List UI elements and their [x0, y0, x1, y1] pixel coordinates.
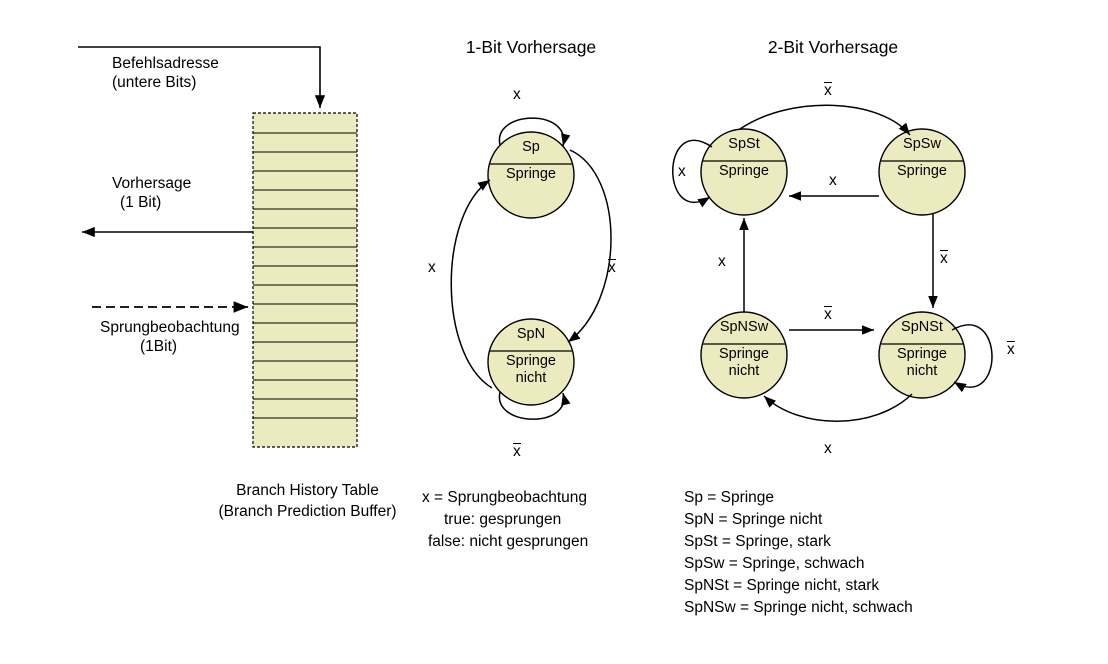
state-spsw-sublabel: Springe [897, 163, 947, 179]
state-spnst-label: SpNSt [901, 319, 943, 335]
state-spsw-label: SpSw [903, 136, 941, 152]
state-spst-label: SpSt [728, 136, 760, 152]
bht-observation-label: Sprungbeobachtung [100, 319, 240, 336]
twobit-legend-line-2: SpSt = Springe, stark [684, 533, 831, 550]
state-spnsw-sublabel: Springe [719, 346, 769, 362]
state-sp-sublabel: Springe [506, 166, 556, 182]
twobit-legend-line-1: SpN = Springe nicht [684, 511, 823, 528]
twobit-label-spsw-to-spst: x [829, 172, 837, 189]
twobit-legend-line-5: SpNSw = Springe nicht, schwach [684, 599, 913, 616]
state-spn-sublabel2: nicht [515, 370, 547, 386]
state-spst-sublabel: Springe [719, 163, 769, 179]
onebit-label-spn-to-sp: x [428, 259, 436, 276]
bht-prediction-sublabel: (1 Bit) [120, 194, 162, 211]
bht-prediction-label: Vorhersage [112, 175, 192, 192]
onebit-label-sp-self: x [513, 86, 521, 103]
state-spnsw-label: SpNSw [719, 319, 769, 335]
state-spnsw-sublabel2: nicht [728, 363, 760, 379]
twobit-label-spnst-self: x [1007, 341, 1015, 358]
twobit-label-spnsw-to-spst: x [718, 253, 726, 270]
onebit-label-spn-self: x [513, 443, 521, 460]
bht-observation-sublabel: (1Bit) [140, 338, 178, 355]
onebit-title: 1-Bit Vorhersage [465, 37, 597, 57]
twobit-title: 2-Bit Vorhersage [767, 37, 899, 57]
bht-address-label: Befehlsadresse [112, 55, 219, 72]
branch-history-table [78, 47, 357, 447]
bht-title-line2: (Branch Prediction Buffer) [218, 503, 397, 520]
twobit-legend-line-0: Sp = Springe [684, 489, 775, 506]
onebit-legend-line-2: false: nicht gesprungen [428, 533, 589, 550]
twobit-label-spst-self: x [678, 163, 686, 180]
bht-address-sublabel: (untere Bits) [112, 74, 197, 91]
state-spn-sublabel: Springe [506, 353, 556, 369]
state-sp-label: Sp [522, 139, 540, 155]
twobit-label-spnsw-to-spnst: x [824, 306, 832, 323]
twobit-legend-line-3: SpSw = Springe, schwach [684, 555, 865, 572]
state-spnst-sublabel2: nicht [906, 363, 938, 379]
onebit-legend-line-1: true: gesprungen [444, 511, 562, 528]
onebit-legend-line-0: x = Sprungbeobachtung [422, 489, 588, 506]
twobit-label-spst-to-spsw: x [824, 82, 832, 99]
twobit-label-spnst-to-spnsw: x [824, 440, 832, 457]
onebit-label-sp-to-spn: x [608, 259, 616, 276]
twobit-legend-line-4: SpNSt = Springe nicht, stark [684, 577, 880, 594]
bht-title-line1: Branch History Table [236, 482, 379, 499]
onebit-fsm [451, 118, 611, 419]
twobit-label-spsw-to-spnst: x [940, 250, 948, 267]
state-spn-label: SpN [516, 326, 546, 342]
state-spnst-sublabel: Springe [897, 346, 947, 362]
